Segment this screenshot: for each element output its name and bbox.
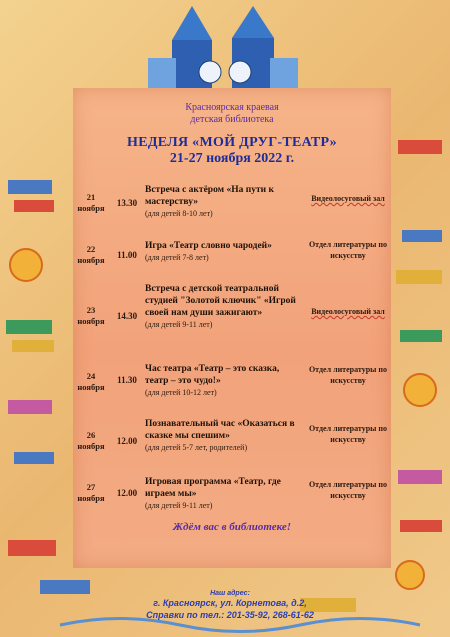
row-date	[73, 371, 109, 393]
row-day: 27	[86, 482, 96, 492]
row-time: 11.30	[117, 375, 137, 385]
row-day: 21	[86, 192, 96, 202]
event-title: Час театра «Театр – это сказка, театр – это чудо!»	[145, 364, 280, 386]
address-text: г. Красноярск, ул. Корнетова, д.2,	[153, 598, 307, 608]
org-name-line1: Красноярская краевая	[185, 102, 279, 113]
books-left	[6, 180, 56, 556]
event-title: Познавательный час «Оказаться в сказке мы спешим»	[145, 419, 295, 441]
event-title: Встреча с актёром «На пути к мастерству»	[145, 185, 274, 207]
event-age: (для детей 8-10 лет)	[145, 209, 213, 218]
row-place: Отдел литературы по искусству	[308, 424, 388, 444]
row-event	[145, 283, 305, 331]
row-date	[73, 305, 109, 327]
event-title: Игровая программа «Театр, где играем мы»	[145, 477, 281, 499]
row-date	[73, 482, 109, 504]
row-time: 13.30	[116, 198, 138, 208]
row-month: ноября	[77, 255, 105, 265]
sun-illustration-left	[10, 249, 42, 281]
event-title: Игра «Театр словно чародей»	[145, 241, 272, 251]
phone-text: Справки по тел.: 201-35-92, 268-61-62	[146, 610, 314, 620]
row-month: ноября	[77, 493, 105, 503]
row-time: 12.00	[116, 488, 138, 498]
row-month: ноября	[77, 316, 105, 326]
address-label: Наш адрес:	[210, 590, 250, 597]
row-event	[145, 240, 305, 264]
row-time: 12.00	[116, 436, 138, 446]
row-time: 14.30	[116, 311, 138, 321]
row-day: 24	[86, 371, 96, 381]
row-day: 26	[86, 430, 96, 440]
closing-message: Ждём вас в библиотеке!	[172, 521, 292, 533]
row-place: Видеолосуговый зал	[311, 307, 385, 316]
row-place: Отдел литературы по искусству	[308, 480, 388, 500]
event-age: (для детей 5-7 лет, родителей)	[145, 443, 248, 452]
row-month: ноября	[77, 203, 105, 213]
row-month: ноября	[77, 382, 105, 392]
event-age: (для детей 10-12 лет)	[145, 388, 217, 397]
event-dates: 21-27 ноября 2022 г.	[169, 151, 295, 166]
row-time: 11.00	[117, 250, 137, 260]
row-event	[145, 184, 305, 220]
org-name-line2: детская библиотека	[190, 114, 274, 125]
castle-illustration	[148, 6, 298, 90]
row-month: ноября	[77, 441, 105, 451]
row-place: Отдел литературы по искусству	[308, 240, 388, 260]
row-day: 22	[86, 244, 96, 254]
event-age: (для детей 7-8 лет)	[145, 253, 209, 262]
row-place: Отдел литературы по искусству	[308, 365, 388, 385]
books-right	[396, 140, 442, 532]
row-place: Видеолосуговый зал	[311, 194, 385, 203]
row-day: 23	[86, 305, 96, 315]
row-date	[73, 192, 109, 214]
row-date	[73, 244, 109, 266]
event-age: (для детей 9-11 лет)	[145, 501, 213, 510]
row-event	[145, 418, 305, 454]
event-title: Встреча с детской театральной студией "Золотой ключик" «Игрой своей нам души зажигают»	[145, 284, 296, 318]
event-age: (для детей 9-11 лет)	[145, 320, 213, 329]
row-event	[145, 363, 305, 399]
page-title: НЕДЕЛЯ «МОЙ ДРУГ-ТЕАТР»	[127, 135, 337, 150]
row-date	[73, 430, 109, 452]
row-event	[145, 476, 305, 512]
